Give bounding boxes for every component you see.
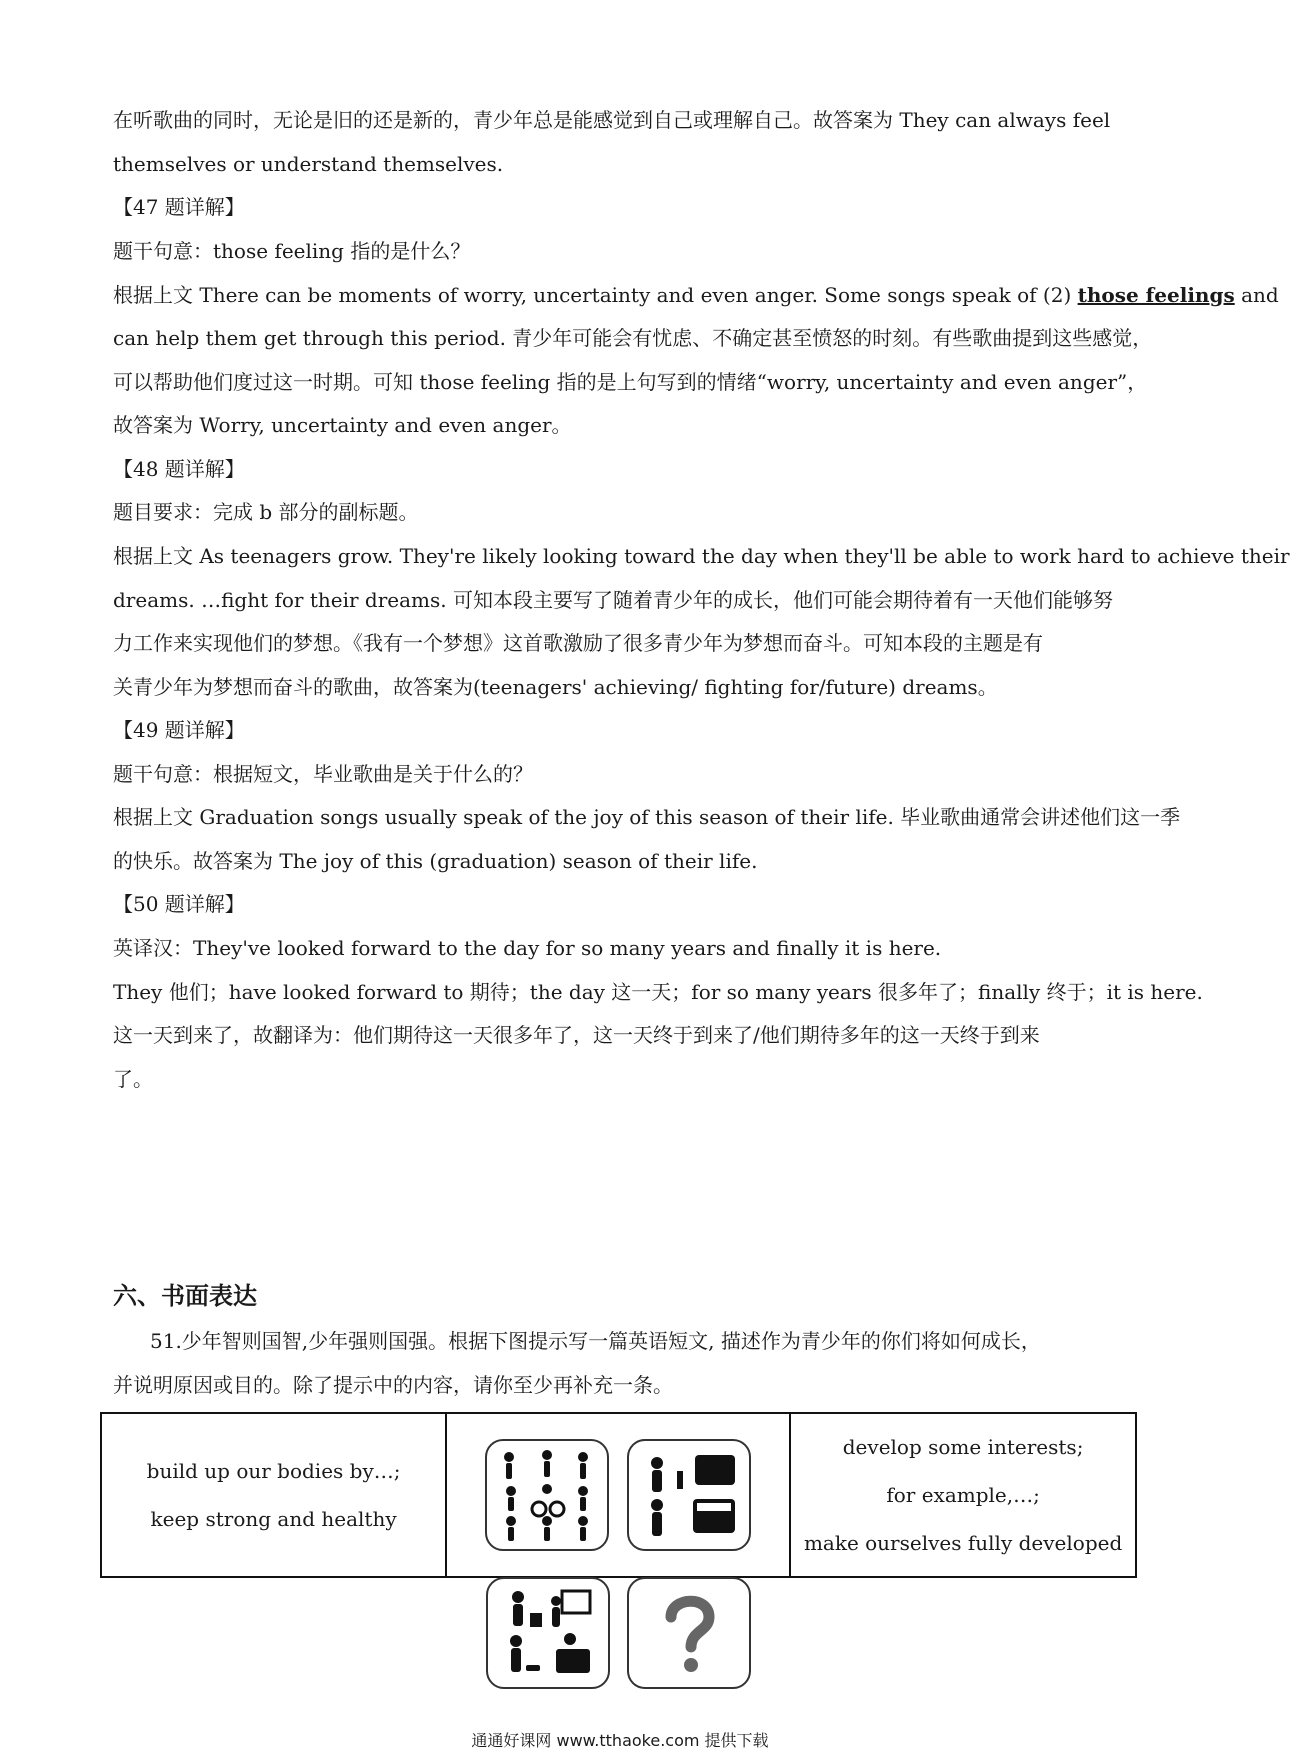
question-text: 并说明原因或目的。除了提示中的内容，请你至少再补充一条。 bbox=[113, 1373, 673, 1397]
hint-text: make ourselves fully developed bbox=[803, 1531, 1123, 1555]
text-segment: and bbox=[1234, 283, 1279, 307]
question-heading-50: 【50 题详解】 bbox=[113, 892, 245, 916]
music-icon bbox=[627, 1439, 751, 1551]
hint-table bbox=[100, 1412, 1137, 1578]
question-mark-icon bbox=[627, 1577, 751, 1689]
hint-text: build up our bodies by…; bbox=[146, 1459, 401, 1483]
hint-cell-images bbox=[446, 1413, 790, 1577]
text-line: 可以帮助他们度过这一时期。可知 those feeling 指的是上句写到的情绪“worry, uncertainty and even anger”， bbox=[113, 370, 1148, 394]
text-line: 题目要求：完成 b 部分的副标题。 bbox=[113, 500, 419, 524]
text-line: 这一天到来了，故翻译为：他们期待这一天很多年了，这一天终于到来了/他们期待多年的这一天终于到来 bbox=[113, 1023, 1040, 1047]
text-line: 了。 bbox=[113, 1067, 153, 1091]
underlined-phrase: those feelings bbox=[1077, 283, 1235, 307]
text-line: themselves or understand themselves. bbox=[113, 152, 504, 176]
text-line: 根据上文 As teenagers grow. They're likely looking toward the day when they'll be able to work hard to achieve their bbox=[113, 544, 1290, 568]
hint-cell-body bbox=[101, 1413, 446, 1577]
hint-cell-interests bbox=[790, 1413, 1136, 1577]
text-line: 故答案为 Worry, uncertainty and even anger。 bbox=[113, 413, 572, 437]
text-line: They 他们；have looked forward to 期待；the day 这一天；for so many years 很多年了；finally 终于；it is here. bbox=[113, 980, 1203, 1004]
text-line: 力工作来实现他们的梦想。《我有一个梦想》这首歌激励了很多青少年为梦想而奋斗。可知本段的主题是有 bbox=[113, 631, 1043, 655]
text-line: 题干句意：根据短文，毕业歌曲是关于什么的？ bbox=[113, 762, 533, 786]
text-line: 题干句意：those feeling 指的是什么？ bbox=[113, 239, 471, 263]
text-line: 英译汉：They've looked forward to the day for so many years and finally it is here. bbox=[113, 936, 942, 960]
question-heading-49: 【49 题详解】 bbox=[113, 718, 245, 742]
text-line: 根据上文 Graduation songs usually speak of the joy of this season of their life. 毕业歌曲通常会讲述他们这一季 bbox=[113, 805, 1181, 829]
section-title: 六、书面表达 bbox=[113, 1282, 257, 1310]
text-line: 的快乐。故答案为 The joy of this (graduation) season of their life. bbox=[113, 849, 758, 873]
text-line: dreams. …fight for their dreams. 可知本段主要写了随着青少年的成长，他们可能会期待着有一天他们能够努 bbox=[113, 588, 1113, 612]
page-footer: 通通好课网 www.tthaoke.com 提供下载 bbox=[471, 1731, 769, 1750]
question-text: 51.少年智则国智,少年强则国强。根据下图提示写一篇英语短文, 描述作为青少年的你们将如何成长， bbox=[150, 1329, 1041, 1353]
sports-icon bbox=[485, 1439, 609, 1551]
hint-text: for example,…; bbox=[886, 1483, 1040, 1507]
lower-image-row bbox=[480, 1577, 757, 1689]
text-segment: 根据上文 There can be moments of worry, uncertainty and even anger. Some songs speak of (2) bbox=[113, 283, 1078, 307]
question-heading-47: 【47 题详解】 bbox=[113, 195, 245, 219]
question-heading-48: 【48 题详解】 bbox=[113, 457, 245, 481]
hint-text: keep strong and healthy bbox=[150, 1507, 397, 1531]
text-line: 在听歌曲的同时，无论是旧的还是新的，青少年总是能感觉到自己或理解自己。故答案为 They can always feel bbox=[113, 108, 1111, 132]
text-line bbox=[113, 281, 1279, 309]
hint-text: develop some interests; bbox=[842, 1435, 1084, 1459]
text-line: can help them get through this period. 青少年可能会有忧虑、不确定甚至愤怒的时刻。有些歌曲提到这些感觉， bbox=[113, 326, 1153, 350]
chores-icon bbox=[486, 1577, 610, 1689]
text-line: 关青少年为梦想而奋斗的歌曲，故答案为(teenagers' achieving/ fighting for/future) dreams。 bbox=[113, 675, 998, 699]
